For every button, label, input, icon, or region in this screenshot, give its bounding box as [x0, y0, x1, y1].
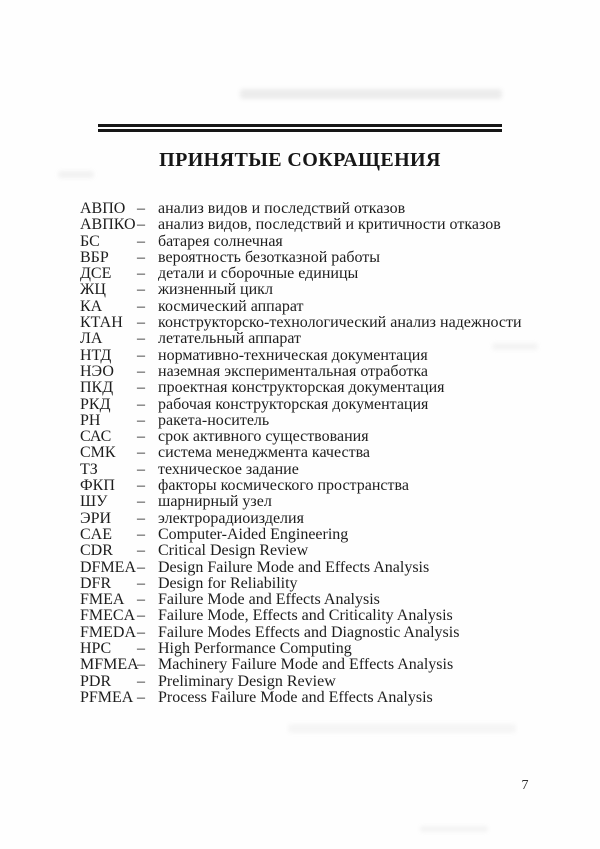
abbreviation-meaning: детали и сборочные единицы: [158, 265, 359, 283]
abbreviation-meaning: срок активного существования: [158, 428, 369, 446]
abbreviation-row: [80, 201, 522, 217]
dash-separator: –: [137, 444, 145, 462]
abbreviation-term: CAE: [80, 525, 112, 543]
abbreviation-term: НТД: [80, 346, 112, 364]
abbreviation-term: РКД: [80, 395, 111, 413]
abbreviation-term: PDR: [80, 672, 112, 690]
abbreviation-row: [80, 364, 522, 380]
dash-separator: –: [137, 428, 145, 446]
abbreviation-term: ТЗ: [80, 460, 98, 478]
abbreviation-meaning: факторы космического пространства: [158, 477, 409, 495]
abbreviation-meaning: космический аппарат: [158, 297, 304, 315]
dash-separator: –: [137, 362, 145, 380]
abbreviation-row: [80, 234, 522, 250]
dash-separator: –: [137, 395, 145, 413]
abbreviation-term: РН: [80, 411, 101, 429]
abbreviation-meaning: Preliminary Design Review: [158, 672, 336, 690]
abbreviation-meaning: ракета-носитель: [158, 411, 270, 429]
abbreviation-meaning: Critical Design Review: [158, 542, 309, 560]
abbreviation-term: MFMEA: [80, 656, 139, 674]
abbreviation-meaning: вероятность безотказной работы: [158, 248, 381, 266]
dash-separator: –: [137, 656, 145, 674]
abbreviation-meaning: Failure Modes Effects and Diagnostic Analysis: [158, 623, 460, 641]
abbreviation-meaning: проектная конструкторская документация: [158, 379, 445, 397]
scan-artifact: [288, 724, 516, 733]
abbreviation-term: САС: [80, 428, 112, 446]
dash-separator: –: [137, 574, 145, 592]
abbreviation-term: СМК: [80, 444, 116, 462]
dash-separator: –: [137, 248, 145, 266]
abbreviation-term: АВПКО: [80, 216, 136, 234]
abbreviation-row: [80, 397, 522, 413]
abbreviation-meaning: High Performance Computing: [158, 640, 352, 658]
abbreviation-term: FMEA: [80, 591, 125, 609]
abbreviation-meaning: электрорадиоизделия: [158, 509, 304, 527]
abbreviation-meaning: жизненный цикл: [158, 281, 273, 299]
abbreviation-term: ЖЦ: [80, 281, 106, 299]
abbreviation-row: [80, 413, 522, 429]
dash-separator: –: [137, 314, 145, 332]
abbreviation-term: ДСЕ: [80, 265, 112, 283]
abbreviation-term: DFMEA: [80, 558, 137, 576]
abbreviation-row: [80, 217, 522, 233]
dash-separator: –: [137, 297, 145, 315]
abbreviation-row: [80, 478, 522, 494]
dash-separator: –: [137, 591, 145, 609]
abbreviation-meaning: техническое задание: [158, 460, 299, 478]
abbreviation-row: [80, 331, 522, 347]
dash-separator: –: [137, 330, 145, 348]
abbreviation-term: ФКП: [80, 477, 115, 495]
abbreviation-term: FMEDA: [80, 623, 137, 641]
dash-separator: –: [137, 640, 145, 658]
dash-separator: –: [137, 460, 145, 478]
header-double-rule: [98, 124, 502, 132]
dash-separator: –: [137, 379, 145, 397]
dash-separator: –: [137, 558, 145, 576]
abbreviation-term: ПКД: [80, 379, 114, 397]
abbreviation-row: [80, 657, 522, 673]
abbreviation-meaning: батарея солнечная: [158, 232, 283, 250]
abbreviation-meaning: летательный аппарат: [158, 330, 302, 348]
abbreviation-row: [80, 429, 522, 445]
abbreviation-term: ЛА: [80, 330, 103, 348]
abbreviation-row: [80, 543, 522, 559]
dash-separator: –: [137, 477, 145, 495]
dash-separator: –: [137, 281, 145, 299]
dash-separator: –: [137, 232, 145, 250]
abbreviation-meaning: Failure Mode and Effects Analysis: [158, 591, 380, 609]
abbreviation-meaning: Failure Mode, Effects and Criticality Analysis: [158, 607, 453, 625]
abbreviation-meaning: наземная экспериментальная отработка: [158, 362, 428, 380]
dash-separator: –: [137, 672, 145, 690]
abbreviation-term: БС: [80, 232, 100, 250]
abbreviation-term: НЭО: [80, 362, 114, 380]
dash-separator: –: [137, 265, 145, 283]
abbreviation-row: [80, 266, 522, 282]
abbreviation-row: [80, 315, 522, 331]
abbreviation-row: [80, 445, 522, 461]
dash-separator: –: [137, 623, 145, 641]
scan-artifact: [240, 89, 502, 99]
abbreviation-term: АВПО: [80, 200, 126, 217]
abbreviation-term: PFMEA: [80, 688, 134, 706]
abbreviation-term: КА: [80, 297, 103, 315]
abbreviation-meaning: Process Failure Mode and Effects Analysis: [158, 688, 433, 706]
scan-artifact: [58, 171, 94, 178]
abbreviation-row: [80, 282, 522, 298]
abbreviation-term: FMECA: [80, 607, 136, 625]
dash-separator: –: [137, 688, 145, 706]
abbreviation-term: DFR: [80, 574, 112, 592]
dash-separator: –: [137, 216, 145, 234]
abbreviation-meaning: Machinery Failure Mode and Effects Analysis: [158, 656, 454, 674]
abbreviation-meaning: Design Failure Mode and Effects Analysis: [158, 558, 430, 576]
dash-separator: –: [137, 346, 145, 364]
abbreviation-row: [80, 560, 522, 576]
abbreviation-term: ЭРИ: [80, 509, 112, 527]
dash-separator: –: [137, 542, 145, 560]
abbreviations-list: [80, 201, 522, 706]
abbreviation-term: ВБР: [80, 248, 109, 266]
abbreviation-row: [80, 250, 522, 266]
abbreviation-term: HPC: [80, 640, 112, 658]
abbreviation-row: [80, 527, 522, 543]
abbreviation-meaning: анализ видов и последствий отказов: [158, 200, 406, 217]
abbreviation-row: [80, 592, 522, 608]
abbreviation-meaning: анализ видов, последствий и критичности отказов: [158, 216, 501, 234]
abbreviation-row: [80, 608, 522, 624]
abbreviation-meaning: конструкторско-технологический анализ надежности: [158, 314, 522, 332]
abbreviation-row: [80, 690, 522, 706]
abbreviation-row: [80, 641, 522, 657]
scan-artifact: [420, 826, 488, 832]
abbreviation-meaning: рабочая конструкторская документация: [158, 395, 429, 413]
abbreviation-meaning: нормативно-техническая документация: [158, 346, 428, 364]
abbreviation-row: [80, 625, 522, 641]
abbreviation-row: [80, 299, 522, 315]
abbreviation-meaning: Design for Reliability: [158, 574, 298, 592]
abbreviation-row: [80, 576, 522, 592]
dash-separator: –: [137, 200, 145, 217]
abbreviation-row: [80, 674, 522, 690]
abbreviation-term: ШУ: [80, 493, 108, 511]
page-title: ПРИНЯТЫЕ СОКРАЩЕНИЯ: [159, 149, 441, 171]
abbreviation-row: [80, 380, 522, 396]
dash-separator: –: [137, 525, 145, 543]
dash-separator: –: [137, 509, 145, 527]
abbreviation-meaning: система менеджмента качества: [158, 444, 371, 462]
abbreviation-row: [80, 494, 522, 510]
page-number: 7: [521, 778, 529, 793]
abbreviation-row: [80, 462, 522, 478]
abbreviation-row: [80, 348, 522, 364]
abbreviation-row: [80, 511, 522, 527]
abbreviation-term: КТАН: [80, 314, 123, 332]
abbreviation-meaning: Computer-Aided Engineering: [158, 525, 349, 543]
dash-separator: –: [137, 607, 145, 625]
dash-separator: –: [137, 493, 145, 511]
dash-separator: –: [137, 411, 145, 429]
abbreviation-meaning: шарнирный узел: [158, 493, 272, 511]
abbreviation-term: CDR: [80, 542, 113, 560]
